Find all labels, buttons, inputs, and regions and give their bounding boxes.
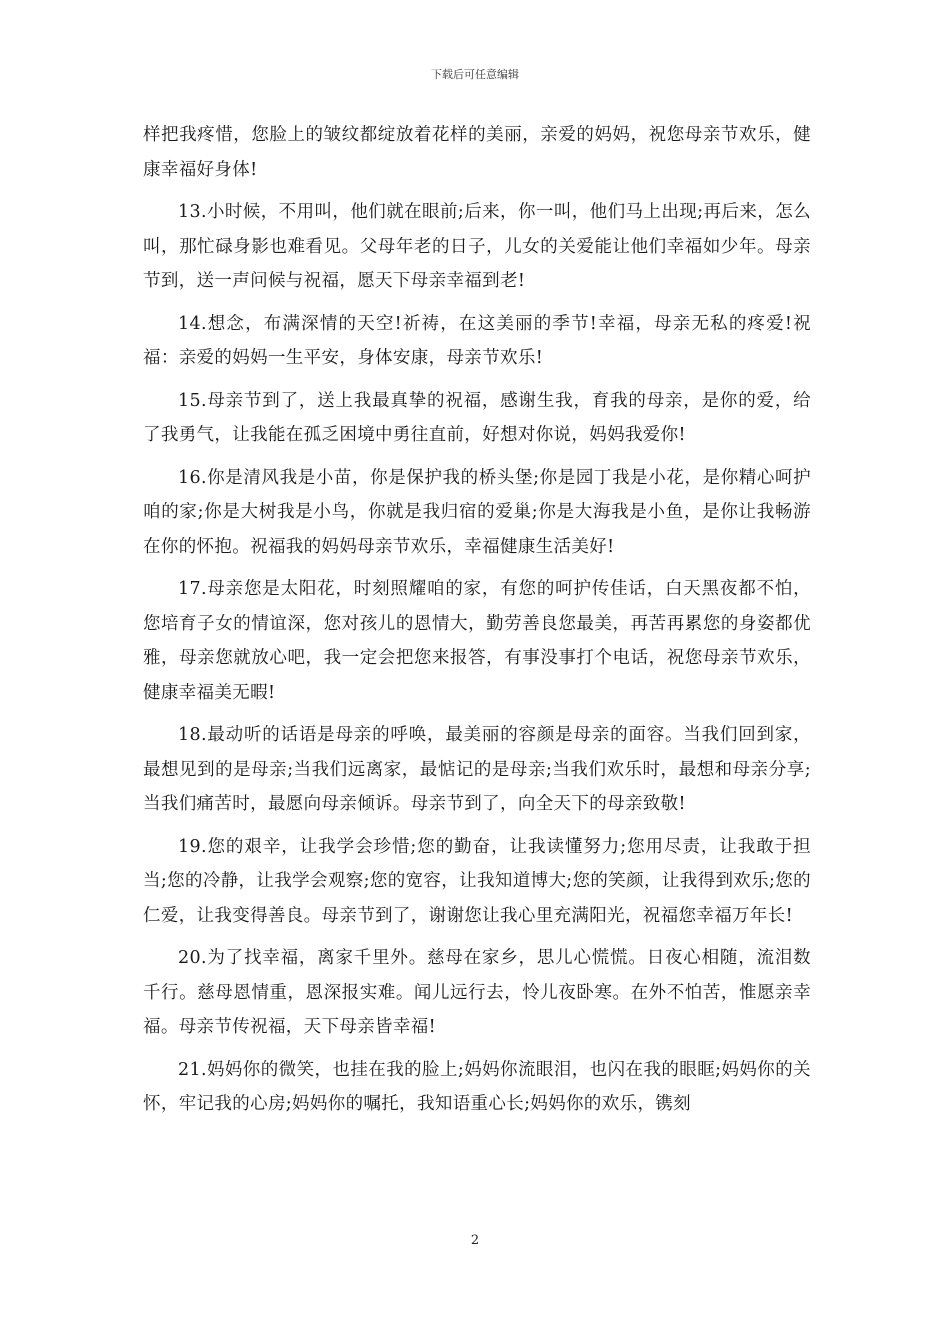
paragraph-item-18: 18.最动听的话语是母亲的呼唤，最美丽的容颜是母亲的面容。当我们回到家，最想见到的是母亲;当我们远离家，最惦记的是母亲;当我们欢乐时，最想和母亲分享;当我们痛苦时，最愿向母亲倾诉。母亲节到了，向全天下的母亲致敬! [143, 725, 811, 814]
paragraph-item-19: 19.您的艰辛，让我学会珍惜;您的勤奋，让我读懂努力;您用尽责，让我敢于担当;您的冷静，让我学会观察;您的宽容，让我知道博大;您的笑颜，让我得到欢乐;您的仁爱，让我变得善良。母亲节到了，谢谢您让我心里充满阳光，祝福您幸福万年长! [143, 836, 811, 926]
paragraph-continuation: 样把我疼惜，您脸上的皱纹都绽放着花样的美丽，亲爱的妈妈，祝您母亲节欢乐，健康幸福好身体! [143, 125, 811, 180]
paragraph-item-16: 16.你是清风我是小苗，你是保护我的桥头堡;你是园丁我是小花，是你精心呵护咱的家;你是大树我是小鸟，你就是我归宿的爱巢;你是大海我是小鱼，是你让我畅游在你的怀抱。祝福我的妈妈母亲节欢乐，幸福健康生活美好! [143, 467, 811, 557]
paragraph-item-15: 15.母亲节到了，送上我最真挚的祝福，感谢生我，育我的母亲，是你的爱，给了我勇气，让我能在孤乏困境中勇往直前，好想对你说，妈妈我爱你! [143, 390, 811, 445]
paragraph-item-20: 20.为了找幸福，离家千里外。慈母在家乡，思儿心慌慌。日夜心相随，流泪数千行。慈母恩情重，恩深报实难。闻儿远行去，怜儿夜卧寒。在外不怕苦，惟愿亲幸福。母亲节传祝福，天下母亲皆幸福! [143, 948, 811, 1037]
paragraph-item-17: 17.母亲您是太阳花，时刻照耀咱的家，有您的呵护传佳话，白天黑夜都不怕，您培育子女的情谊深，您对孩儿的恩情大，勤劳善良您最美，再苦再累您的身姿都优雅，母亲您就放心吧，我一定会把您来报答，有事没事打个电话，祝您母亲节欢乐，健康幸福美无暇! [143, 579, 811, 703]
paragraph-item-13: 13.小时候，不用叫，他们就在眼前;后来，你一叫，他们马上出现;再后来，怎么叫，那忙碌身影也难看见。父母年老的日子，儿女的关爱能让他们幸福如少年。母亲节到，送一声问候与祝福，愿天下母亲幸福到老! [143, 202, 811, 291]
page-header: 下载后可任意编辑 [431, 68, 519, 81]
document-body [143, 118, 811, 1130]
page-number: 2 [470, 1233, 480, 1248]
paragraph-item-21: 21.妈妈你的微笑，也挂在我的脸上;妈妈你流眼泪，也闪在我的眼眶;妈妈你的关怀，牢记我的心房;妈妈你的嘱托，我知语重心长;妈妈你的欢乐，镌刻 [143, 1059, 811, 1114]
paragraph-item-14: 14.想念，布满深情的天空!祈祷，在这美丽的季节!幸福，母亲无私的疼爱!祝福：亲爱的妈妈一生平安，身体安康，母亲节欢乐! [143, 313, 811, 368]
